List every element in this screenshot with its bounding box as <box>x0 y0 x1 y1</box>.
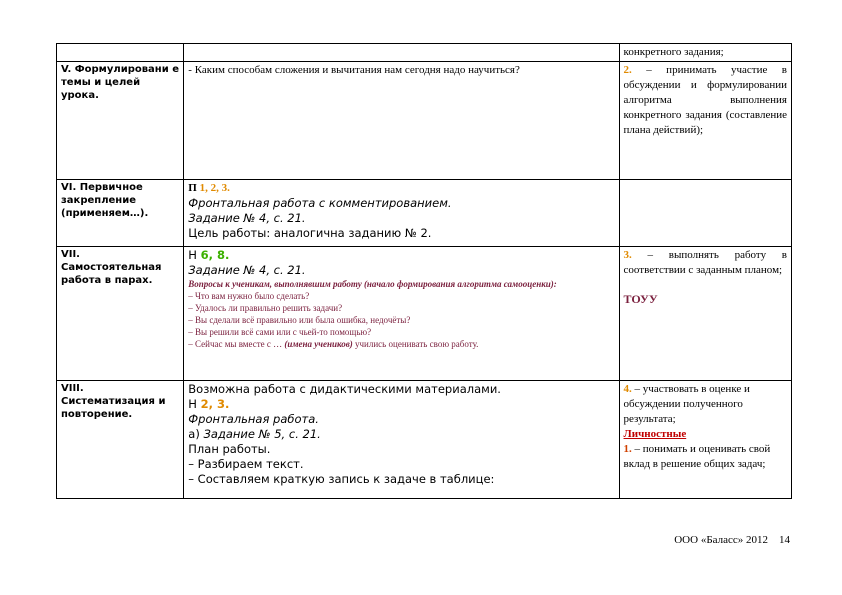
stage-cell: VIII. Систематизация и повторение. <box>57 381 184 499</box>
activity-cell <box>184 180 619 247</box>
uud-cell <box>619 247 791 381</box>
uud-number: 2. <box>623 64 632 76</box>
activity-line: Фронтальная работа. <box>188 412 319 426</box>
activity-line: – Составляем краткую запись к задаче в таблице: <box>188 472 495 486</box>
table-cell <box>619 44 791 62</box>
list-item: – Вы сделали всё правильно или была ошибка, недочёты? <box>188 315 411 325</box>
stage-cell: VII. Самостоятельная работа в парах. <box>57 247 184 381</box>
lesson-plan-table <box>56 43 792 499</box>
activity-cell <box>184 247 619 381</box>
activity-line: Фронтальная работа с комментированием. <box>188 196 452 210</box>
activity-line: а) Задание № 5, с. 21. <box>188 427 321 441</box>
teacher-question: - Каким способам сложения и вычитания нам сегодня надо научиться? <box>184 62 619 180</box>
uud-number: 3. <box>623 249 632 261</box>
table-cell <box>57 44 184 62</box>
uud-text: – принимать участие в обсуждении и формулировании алгоритма выполнения конкретного задания (составление плана действий); <box>623 64 787 136</box>
questions-heading: Вопросы к ученикам, выполнявшим работу (начало формирования алгоритма самооценки): <box>188 279 557 289</box>
uud-text: – понимать и оценивать свой вклад в решение общих задач; <box>623 443 771 470</box>
activity-line: Возможна работа с дидактическими материалами. <box>188 382 501 396</box>
uud-number: 4. <box>623 383 632 395</box>
table-cell <box>619 180 791 247</box>
table-row <box>57 247 792 381</box>
page-footer <box>630 534 790 546</box>
stage-cell: V. Формулировани е темы и целей урока. <box>57 62 184 180</box>
table-cell <box>184 44 619 62</box>
uud-cell <box>619 381 791 499</box>
list-item: – Что вам нужно было сделать? <box>188 291 310 301</box>
list-item: – Вы решили всё сами или с чьей-то помощью? <box>188 327 372 337</box>
table-row <box>57 381 792 499</box>
uud-tag: ТОУУ <box>623 292 658 306</box>
uud-category: Личностные <box>623 428 687 440</box>
stage-cell: VI. Первичное закрепление (применяем…). <box>57 180 184 247</box>
page-number: 14 <box>779 534 790 546</box>
questions-list <box>188 278 614 350</box>
list-item: – Удалось ли правильно решить задачи? <box>188 303 343 313</box>
activity-line: Задание № 4, с. 21. <box>188 211 306 225</box>
publisher-text: ООО «Баласс» 2012 <box>674 534 768 546</box>
task-numbers: П 1, 2, 3. <box>188 182 230 194</box>
uud-number: 1. <box>623 443 632 455</box>
uud-cell <box>619 62 791 180</box>
task-numbers: Н 6, 8. <box>188 248 230 262</box>
table-row <box>57 44 792 62</box>
activity-line: – Разбираем текст. <box>188 457 304 471</box>
uud-text: – участвовать в оценке и обсуждении полученного результата; <box>623 383 750 425</box>
task-numbers: Н 2, 3. <box>188 397 230 411</box>
table-row <box>57 62 792 180</box>
table-row <box>57 180 792 247</box>
list-item: – Сейчас мы вместе с … (имена учеников) учились оценивать свою работу. <box>188 339 479 349</box>
uud-text: конкретного задания; <box>623 46 724 58</box>
activity-line: План работы. <box>188 442 271 456</box>
activity-line: Цель работы: аналогична заданию № 2. <box>188 226 432 240</box>
activity-cell <box>184 381 619 499</box>
activity-line: Задание № 4, с. 21. <box>188 263 306 277</box>
uud-text: – выполнять работу в соответствии с заданным планом; <box>623 249 787 276</box>
